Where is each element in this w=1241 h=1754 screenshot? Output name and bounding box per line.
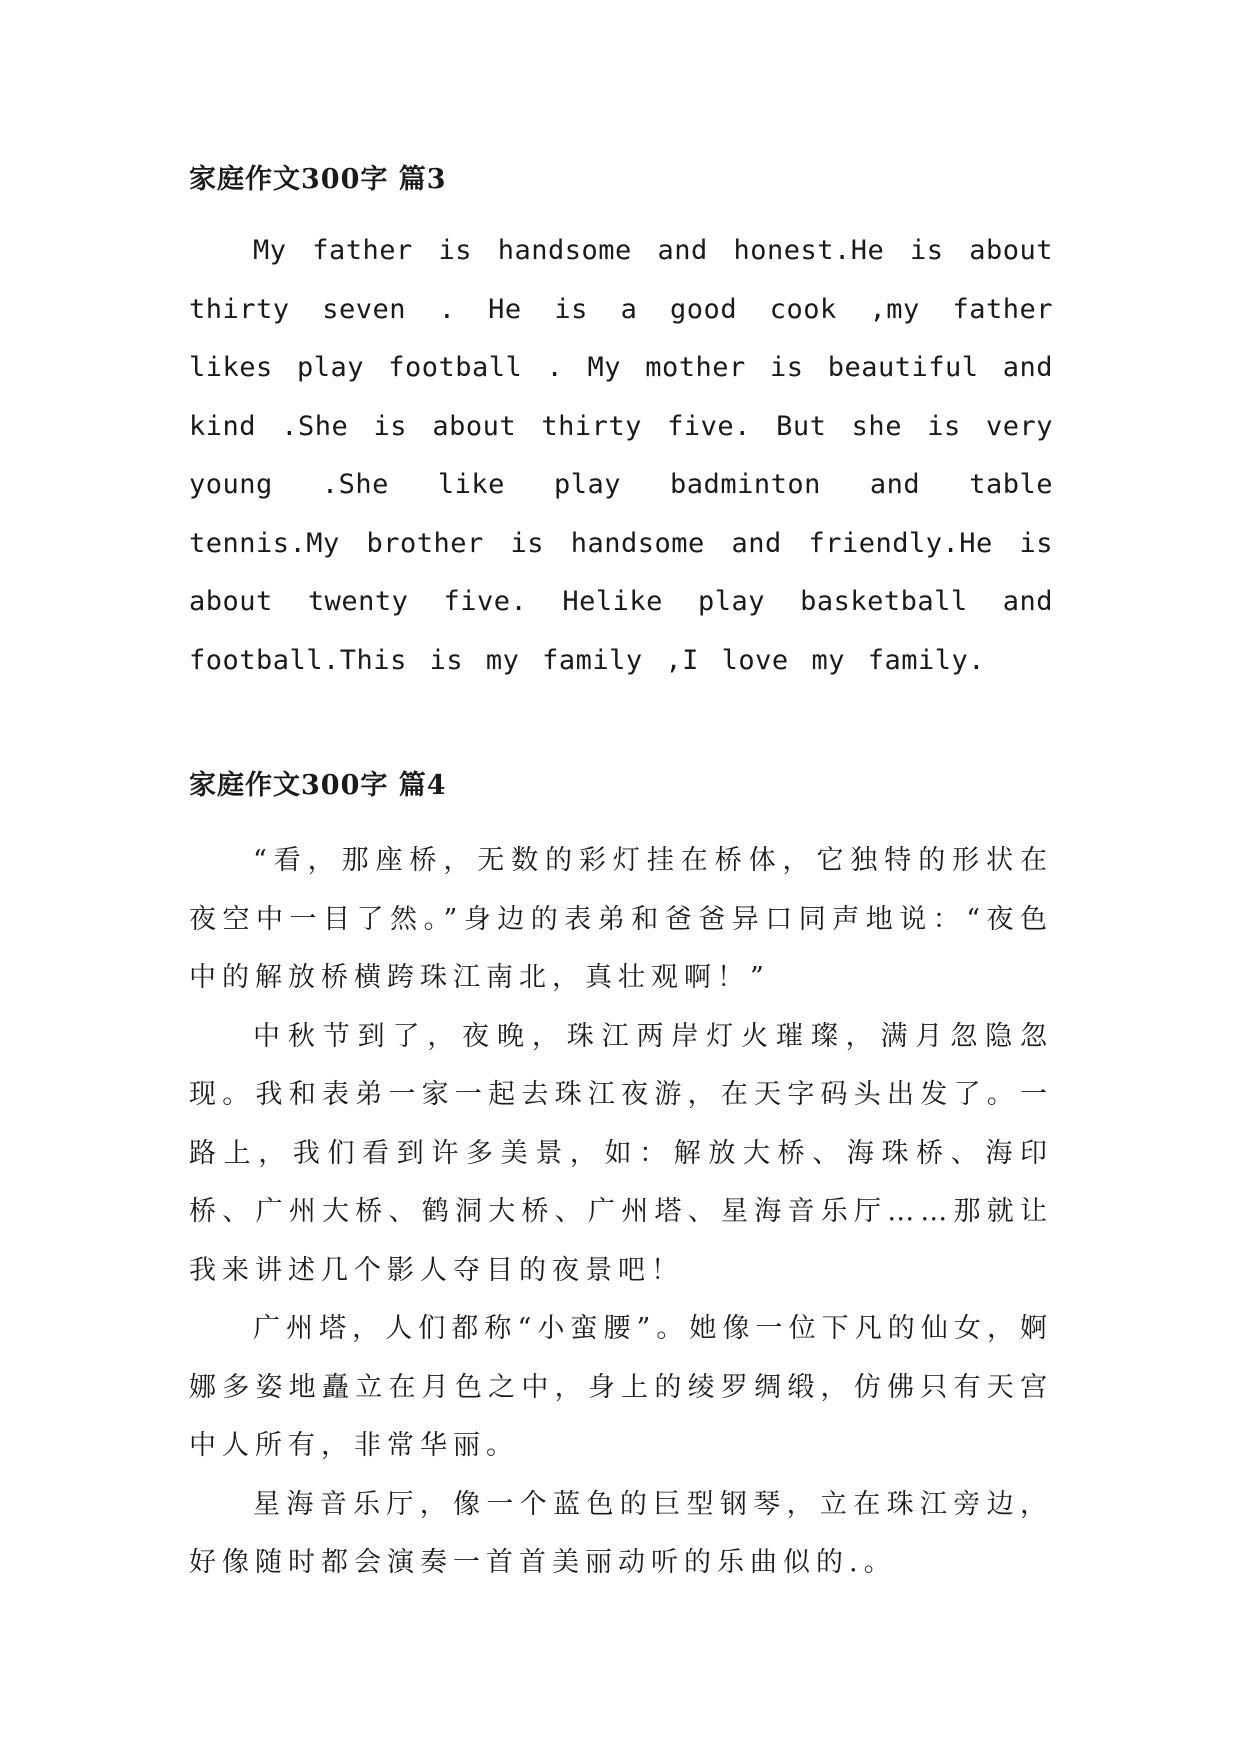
essay-section-4: [189, 766, 1053, 1593]
document-page: [189, 160, 1053, 1593]
section-body: [189, 222, 1053, 690]
section-body: [189, 832, 1053, 1593]
paragraph: 星海音乐厅，像一个蓝色的巨型钢琴，立在珠江旁边，好像随时都会演奏一首首美丽动听的乐曲似的.。: [189, 1488, 1053, 1578]
paragraph: My father is handsome and honest.He is about thirty seven . He is a good cook ,my father likes play football . My mother is beautiful and kind .She is about thirty five. But she is very young .She like play badminton and table tennis.My brother is handsome and friendly.He is about twenty five. Helike play basketball and football.This is my family ,I love my family.: [189, 235, 1053, 676]
section-heading: 家庭作文300字 篇3: [189, 164, 447, 195]
paragraph: 广州塔，人们都称“小蛮腰”。她像一位下凡的仙女，婀娜多姿地矗立在月色之中，身上的绫罗绸缎，仿佛只有天宫中人所有，非常华丽。: [189, 1313, 1053, 1461]
paragraph: “看，那座桥，无数的彩灯挂在桥体，它独特的形状在夜空中一目了然。”身边的表弟和爸爸异口同声地说：“夜色中的解放桥横跨珠江南北，真壮观啊！”: [189, 845, 1053, 993]
essay-section-3: [189, 160, 1053, 690]
paragraph: 中秋节到了，夜晚，珠江两岸灯火璀璨，满月忽隐忽现。我和表弟一家一起去珠江夜游，在天字码头出发了。一路上，我们看到许多美景，如：解放大桥、海珠桥、海印桥、广州大桥、鹤洞大桥、广州塔、星海音乐厅……那就让我来讲述几个影人夺目的夜景吧！: [189, 1020, 1053, 1286]
section-heading: 家庭作文300字 篇4: [189, 770, 447, 801]
